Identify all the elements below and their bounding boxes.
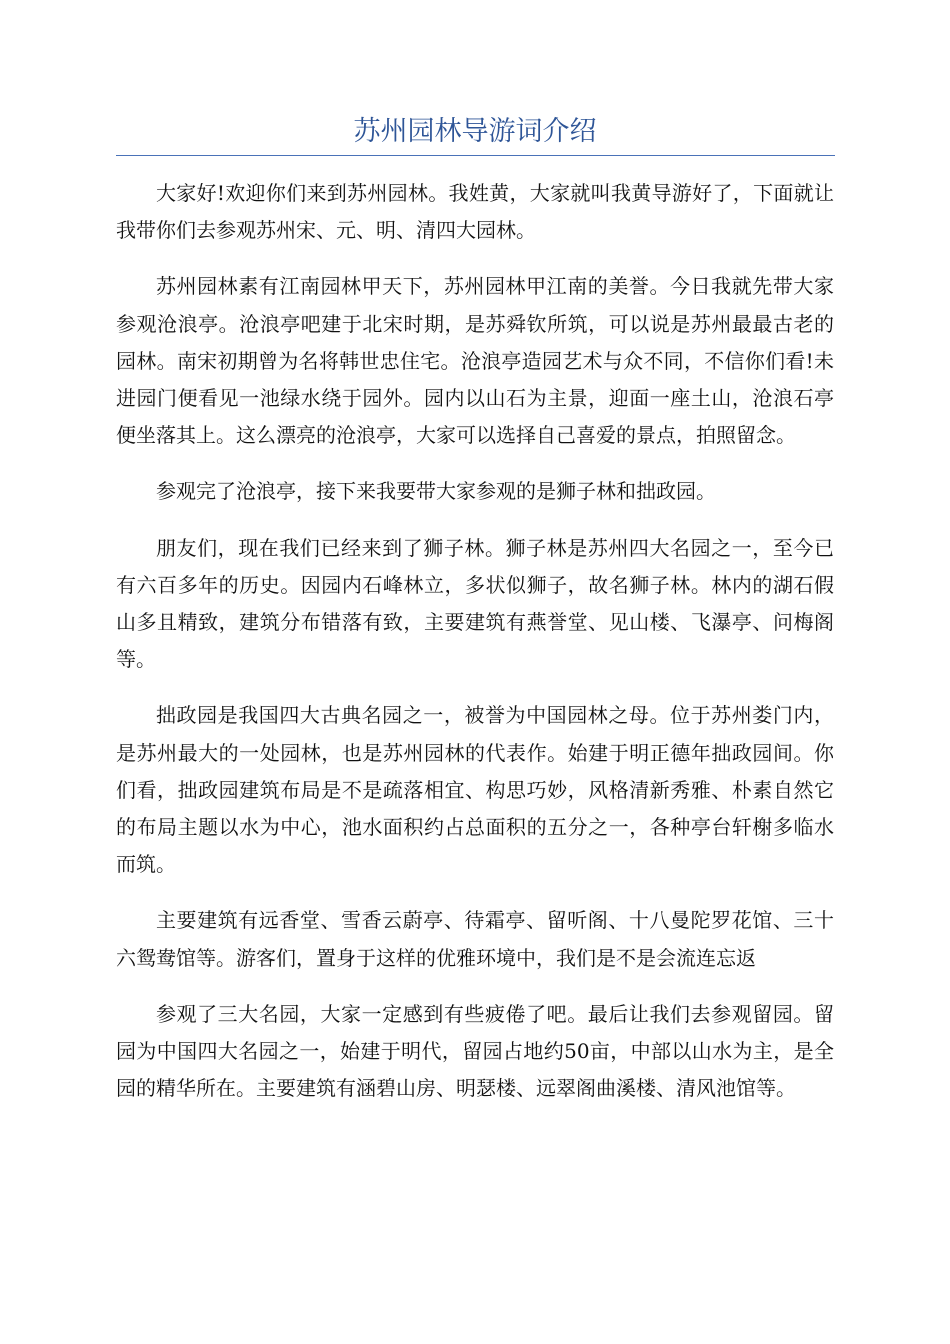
paragraph-lion-grove: 朋友们，现在我们已经来到了狮子林。狮子林是苏州四大名园之一，至今已有六百多年的历史。因园内石峰林立，多状似狮子，故名狮子林。林内的湖石假山多且精致，建筑分布错落有致，主要建筑有燕誉堂、见山楼、飞瀑亭、问梅阁等。 — [116, 535, 834, 672]
paragraph-greeting: 大家好!欢迎你们来到苏州园林。我姓黄，大家就叫我黄导游好了，下面就让我带你们去参观苏州宋、元、明、清四大园林。 — [116, 181, 834, 243]
paragraph-transition: 参观完了沧浪亭，接下来我要带大家参观的是狮子林和拙政园。 — [156, 479, 716, 504]
document-body — [116, 175, 834, 1126]
paragraph-main-buildings: 主要建筑有远香堂、雪香云蔚亭、待霜亭、留听阁、十八曼陀罗花馆、三十六鸳鸯馆等。游客们，置身于这样的优雅环境中，我们是不是会流连忘返 — [116, 908, 834, 970]
paragraph-canglang-pavilion: 苏州园林素有江南园林甲天下，苏州园林甲江南的美誉。今日我就先带大家参观沧浪亭。沧浪亭吧建于北宋时期，是苏舜钦所筑，可以说是苏州最最古老的园林。南宋初期曾为名将韩世忠住宅。沧浪亭造园艺术与众不同，不信你们看!未进园门便看见一池绿水绕于园外。园内以山石为主景，迎面一座土山，沧浪石亭便坐落其上。这么漂亮的沧浪亭，大家可以选择自己喜爱的景点，拍照留念。 — [116, 274, 834, 448]
paragraph-humble-administrator-garden: 拙政园是我国四大古典名园之一，被誉为中国园林之母。位于苏州娄门内，是苏州最大的一处园林，也是苏州园林的代表作。始建于明正德年拙政园间。你们看，拙政园建筑布局是不是疏落相宜、构思巧妙，风格清新秀雅、朴素自然它的布局主题以水为中心，池水面积约占总面积的五分之一，各种亭台轩榭多临水而筑。 — [116, 703, 834, 877]
title-underline — [116, 155, 835, 156]
page-title: 苏州园林导游词介绍 — [353, 116, 597, 147]
paragraph-lingering-garden: 参观了三大名园，大家一定感到有些疲倦了吧。最后让我们去参观留园。留园为中国四大名园之一，始建于明代，留园占地约50亩，中部以山水为主，是全园的精华所在。主要建筑有涵碧山房、明瑟楼、远翠阁曲溪楼、清风池馆等。 — [116, 1001, 834, 1101]
